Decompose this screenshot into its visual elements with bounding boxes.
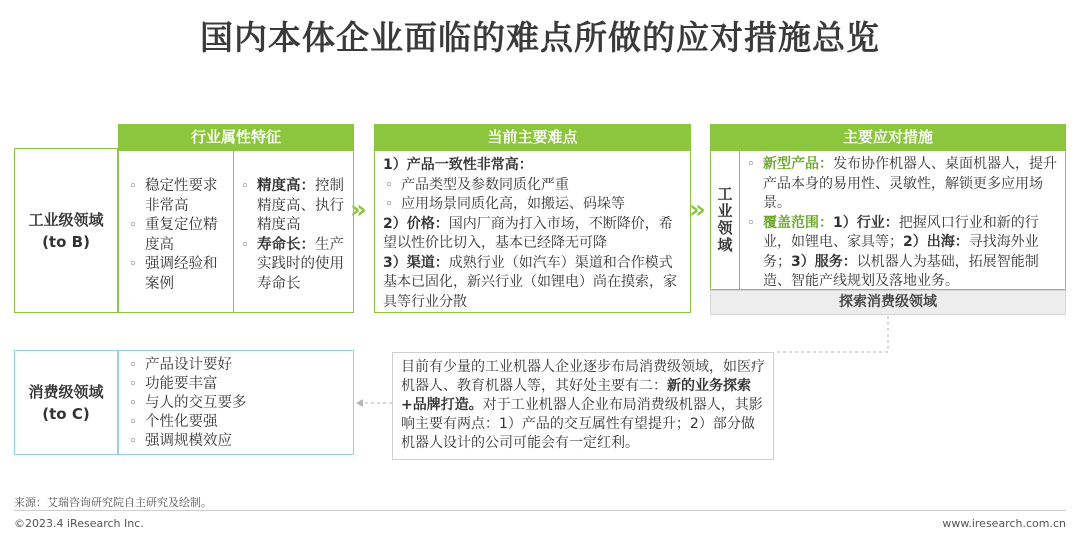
list-item: ◦ 产品类型及参数同质化严重	[383, 176, 682, 196]
difficulty-3: 3）渠道：成熟行业（如汽车）渠道和合作模式基本已固化，新兴行业（如锂电）尚在摸索，家具等行业分散	[383, 254, 677, 310]
list-item: ◦ 与人的交互要多	[127, 394, 351, 413]
consumer-list	[127, 356, 351, 451]
list-item: ◦ 强调规模效应	[127, 432, 351, 451]
measure-list	[745, 155, 1065, 292]
list-item: ◦ 新型产品：发布协作机器人、桌面机器人，提升产品本身的易用性、灵敏性，解锁更多应用场景。	[745, 155, 1065, 214]
attr-col1-list	[127, 177, 231, 294]
industrial-label: 工业级领域	[28, 210, 104, 229]
list-item: ◦ 精度高：控制精度高、执行精度高	[239, 177, 351, 236]
page-title: 国内本体企业面临的难点所做的应对措施总览	[200, 18, 880, 57]
difficulty-1-title: 1）产品一致性非常高：	[383, 157, 533, 173]
list-item: ◦ 功能要丰富	[127, 375, 351, 394]
list-item: ◦ 应用场景同质化高，如搬运、码垛等	[383, 195, 682, 215]
double-chevron-right-icon: »	[350, 195, 367, 225]
attr-col2-list	[239, 177, 351, 294]
measure-side-label: 工业领域	[715, 186, 734, 254]
list-item: ◦ 覆盖范围：1）行业：把握风口行业和新的行业，如锂电、家具等；2）出海：寻找海外业务；3）服务：以机器人为基础，拓展智能制造、智能产线规划及落地业务。	[745, 214, 1065, 292]
double-chevron-right-icon: »	[689, 195, 706, 225]
list-item: ◦ 稳定性要求非常高	[127, 177, 231, 216]
list-item: ◦ 产品设计要好	[127, 356, 351, 375]
industrial-label-sub: (to B)	[42, 232, 90, 251]
list-item: ◦ 重复定位精度高	[127, 216, 231, 255]
note-box	[392, 352, 774, 460]
consumer-label-sub: (to C)	[42, 404, 90, 423]
copyright: ©2023.4 iResearch Inc.	[14, 517, 144, 530]
difficulty-2: 2）价格：国内厂商为打入市场，不断降价，希望以性价比切入，基本已经降无可降	[383, 215, 673, 251]
difficulty-header: 当前主要难点	[374, 124, 691, 150]
list-item: ◦ 强调经验和案例	[127, 255, 231, 294]
industrial-label-box	[14, 148, 118, 313]
note-text: 目前有少量的工业机器人企业逐步布局消费级领域，如医疗机器人、教育机器人等，其好处主要有二：新的业务探索+品牌打造。对于工业机器人企业布局消费级机器人，其影响主要有两点：1）产品的交互属性有望提升；2）部分做机器人设计的公司可能会有一定红利。	[401, 359, 765, 451]
website-link[interactable]: www.iresearch.com.cn	[942, 517, 1066, 530]
list-item: ◦ 寿命长：生产实践时的使用寿命长	[239, 236, 351, 295]
attr-panel	[118, 150, 354, 313]
list-item: ◦ 个性化要强	[127, 413, 351, 432]
attr-header: 行业属性特征	[118, 124, 354, 150]
measure-header: 主要应对措施	[710, 124, 1066, 150]
measure-panel	[710, 150, 1066, 290]
explore-consumer-label: 探索消费级领域	[710, 290, 1066, 315]
footer-divider	[14, 510, 1066, 511]
consumer-panel	[118, 350, 354, 455]
source-note: 来源：艾瑞咨询研究院自主研究及绘制。	[14, 496, 212, 509]
difficulty-1-list	[383, 176, 682, 215]
consumer-label-box	[14, 350, 118, 455]
consumer-label: 消费级领域	[28, 382, 104, 401]
difficulty-panel	[374, 150, 691, 313]
